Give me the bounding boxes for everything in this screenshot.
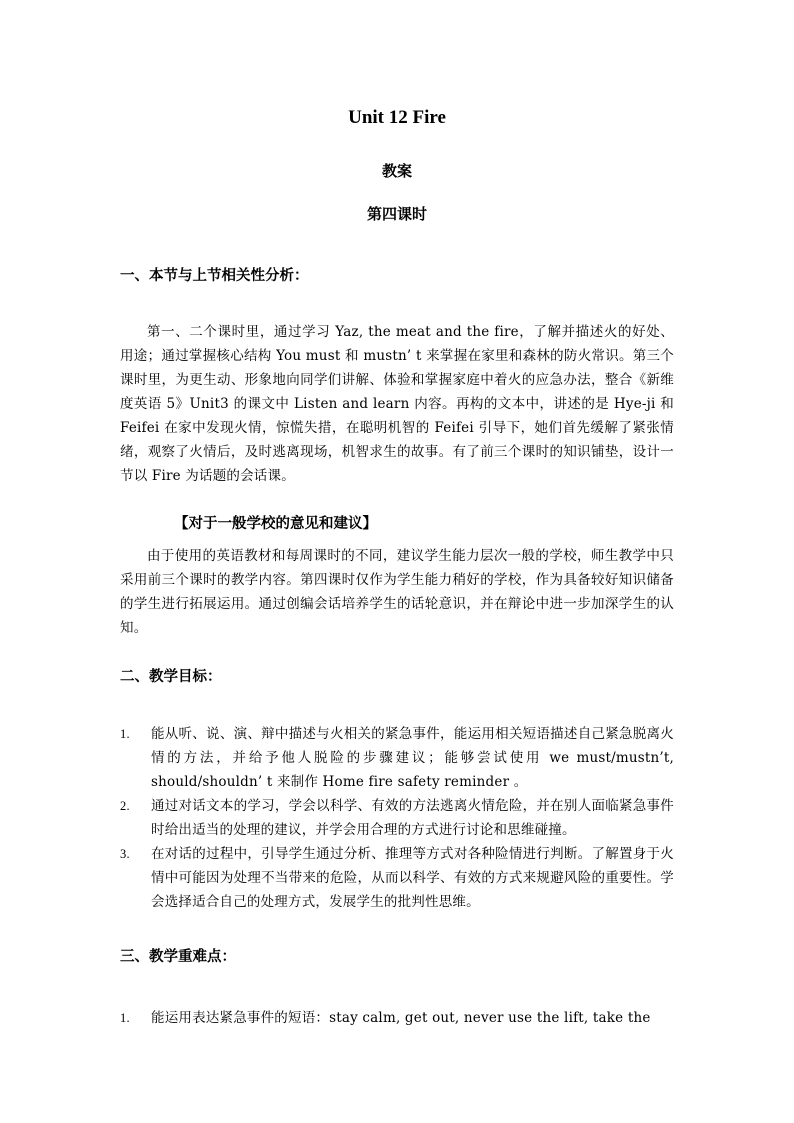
list-item-text: 能从听、说、演、辩中描述与火相关的紧急事件，能运用相关短语描述自己紧急脱离火情的方法，并给予他人脱险的步骤建议；能够尝试使用 we must/mustn’t, should/shouldn’ t 来制作 Home fire safety reminder 。 bbox=[151, 726, 674, 790]
section-heading-key-points: 三、教学重难点： bbox=[120, 948, 236, 965]
list-item bbox=[120, 1006, 674, 1030]
document-subtitle: 教案 bbox=[381, 162, 412, 180]
objectives-list bbox=[120, 722, 674, 914]
list-item bbox=[120, 722, 674, 794]
list-item-text: 在对话的过程中，引导学生通过分析、推理等方式对各种险情进行判断。了解置身于火情中可能因为处理不当带来的危险，从而以科学、有效的方式来规避风险的重要性。学会选择适合自己的处理方式，发展学生的批判性思维。 bbox=[151, 846, 674, 910]
list-number: 1. bbox=[120, 727, 130, 741]
key-points-list bbox=[120, 1006, 674, 1030]
lesson-label: 第四课时 bbox=[366, 205, 427, 223]
list-number: 3. bbox=[120, 847, 130, 861]
list-number: 2. bbox=[120, 799, 130, 813]
section-heading-objectives: 二、教学目标： bbox=[120, 668, 222, 685]
list-item-text: 能运用表达紧急事件的短语：stay calm, get out, never use the lift, take the bbox=[151, 1010, 651, 1026]
document-title: Unit 12 Fire bbox=[348, 107, 446, 128]
advice-heading: 【对于一般学校的意见和建议】 bbox=[174, 515, 377, 532]
section-heading-analysis: 一、本节与上节相关性分析： bbox=[120, 267, 309, 284]
list-item bbox=[120, 842, 674, 914]
list-number: 1. bbox=[120, 1011, 130, 1025]
list-item bbox=[120, 794, 674, 842]
list-item-text: 通过对话文本的学习，学会以科学、有效的方法逃离火情危险，并在别人面临紧急事件时给出适当的处理的建议，并学会用合理的方式进行讨论和思维碰撞。 bbox=[151, 798, 674, 838]
advice-paragraph: 由于使用的英语教材和每周课时的不同，建议学生能力层次一般的学校，师生教学中只采用前三个课时的教学内容。第四课时仅作为学生能力稍好的学校，作为具备较好知识储备的学生进行拓展运用。通过创编会话培养学生的话轮意识，并在辩论中进一步加深学生的认知。 bbox=[120, 548, 674, 636]
analysis-paragraph: 第一、二个课时里，通过学习 Yaz, the meat and the fire，了解并描述火的好处、用途；通过掌握核心结构 You must 和 mustn’ t 来掌握在家里和森林的防火常识。第三个课时里，为更生动、形象地向同学们讲解、体验和掌握家庭中着火的应急办法，整合《新维度英语 5》Unit3 的课文中 Listen and learn 内容。再构的文本中，讲述的是 Hye-ji 和 Feifei 在家中发现火情，惊慌失措，在聪明机智的 Feifei 引导下，她们首先缓解了紧张情绪，观察了火情后，及时逃离现场，机智求生的故事。有了前三个课时的知识铺垫，设计一节以 Fire 为话题的会话课。 bbox=[120, 324, 674, 484]
